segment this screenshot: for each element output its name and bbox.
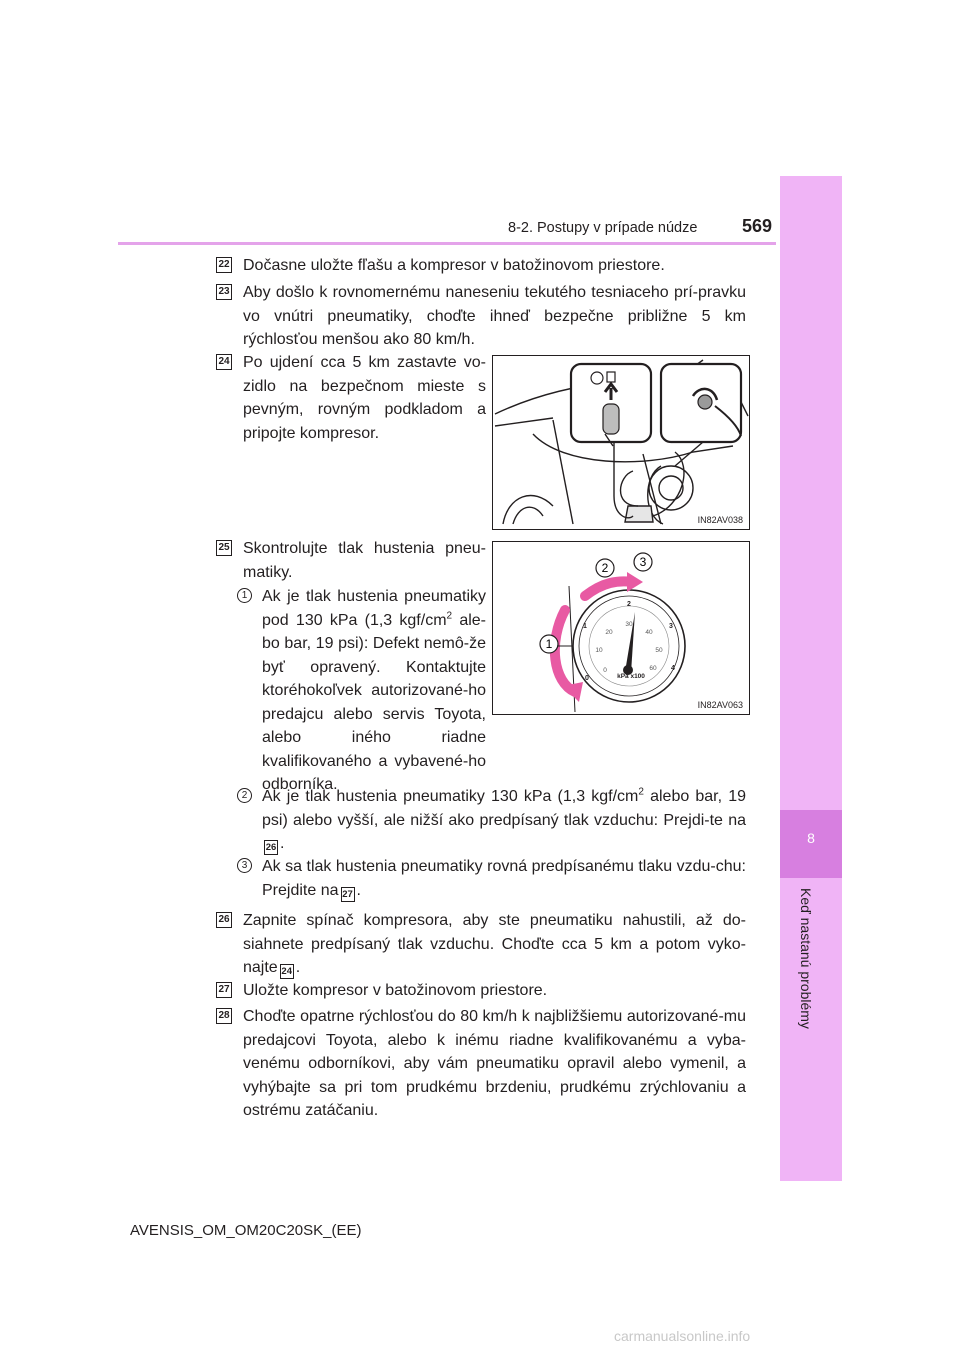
document-code: AVENSIS_OM_OM20C20SK_(EE) (130, 1222, 362, 1239)
step-number-28: 28 (216, 1008, 232, 1024)
bar-4: 4 (671, 665, 675, 672)
step-26-text: Zapnite spínač kompresora, aby ste pneumatiku nahustili, až do-siahnete predpísaný tlak vzduchu. Choďte cca 5 km a potom vyko-najte 24 . (243, 909, 746, 980)
gauge-drawing (493, 542, 749, 714)
compressor-illustration (492, 355, 750, 530)
sub-1-text: Ak je tlak hustenia pneumatiky pod 130 kPa (1,3 kgf/$cm^2$ ale-bo bar, 19 psi): Defekt nemô-že byť opravený. Kontaktujte ktoréhokoľvek autorizované-ho predajcu alebo servis Toyota, alebo iného riadne kvalifikovaného a vybavené-ho odborníka. (262, 588, 486, 793)
figure-code: IN82AV063 (697, 700, 743, 710)
callout-1: 1 (545, 637, 553, 651)
header-rule (118, 242, 776, 245)
step-number-25: 25 (216, 540, 232, 556)
kpa-30: 30 (625, 621, 633, 628)
gauge-unit: kPa x100 (617, 673, 645, 680)
step-ref-24: 24 (280, 964, 294, 979)
kpa-40: 40 (645, 629, 653, 636)
kpa-0: 0 (603, 667, 607, 674)
step-23-text: Aby došlo k rovnomernému naneseniu tekutého tesniaceho prí-pravku vo vnútri pneumatiky, choďte ihneď bezpečne približne 5 km rýchlosťou menšou ako 80 km/h. (243, 284, 746, 348)
step-24-text: Po ujdení cca 5 km zastavte vo-zidlo na bezpečnom mieste s pevným, rovným podkladom a pripojte kompresor. (243, 354, 486, 442)
kpa-50: 50 (655, 647, 663, 654)
step-number-26: 26 (216, 912, 232, 928)
pressure-gauge-illustration (492, 541, 750, 715)
figure-code: IN82AV038 (697, 515, 743, 525)
bar-1: 1 (583, 623, 587, 630)
section-title: 8-2. Postupy v prípade núdze (508, 220, 698, 236)
sub-3-text: Ak sa tlak hustenia pneumatiky rovná predpísanému tlaku vzdu-chu: Prejdite na 27 . (262, 855, 746, 902)
bar-3: 3 (669, 623, 673, 630)
step-number-24: 24 (216, 354, 232, 370)
sub-2-text: Ak je tlak hustenia pneumatiky 130 kPa (1,3 kgf/$cm^2$ alebo bar, 19 psi) alebo vyšší, ale nižší ako predpísaný tlak vzduchu: Prejdi-te na26 . (262, 785, 746, 856)
sub-number-1: 1 (237, 588, 252, 603)
step-ref-27: 27 (341, 887, 355, 902)
watermark: carmanualsonline.info (614, 1328, 751, 1344)
kpa-60: 60 (649, 665, 657, 672)
step-number-23: 23 (216, 284, 232, 300)
chapter-title: Keď nastanú problémy (798, 888, 814, 1029)
sub-number-2: 2 (237, 788, 252, 803)
step-28-text: Choďte opatrne rýchlosťou do 80 km/h k najbližšiemu autorizované-mu predajcovi Toyota, alebo k inému riadne kvalifikovanému a vyba-venému odborníkovi, aby vám pneumatiku opravil alebo vymenil, a vyhýbajte sa pri tom prudkému brzdeniu, prudkému zrýchlovaniu a ostrému zatáčaniu. (243, 1008, 746, 1119)
sub-number-3: 3 (237, 858, 252, 873)
callout-2: 2 (601, 561, 609, 575)
callout-3: 3 (639, 555, 647, 569)
step-25-text: Skontrolujte tlak hustenia pneu-matiky. (243, 540, 486, 581)
step-27-text: Uložte kompresor v batožinovom priestore. (243, 982, 548, 999)
car-compressor-drawing (493, 356, 749, 529)
bar-0: 0 (585, 675, 589, 682)
bar-2: 2 (627, 601, 631, 608)
chapter-number: 8 (807, 830, 815, 846)
step-ref-26: 26 (264, 840, 278, 855)
step-22-text: Dočasne uložte fľašu a kompresor v batožinovom priestore. (243, 257, 665, 274)
kpa-20: 20 (605, 629, 613, 636)
step-number-27: 27 (216, 982, 232, 998)
kpa-10: 10 (595, 647, 603, 654)
page-number: 569 (742, 216, 773, 236)
step-number-22: 22 (216, 257, 232, 273)
